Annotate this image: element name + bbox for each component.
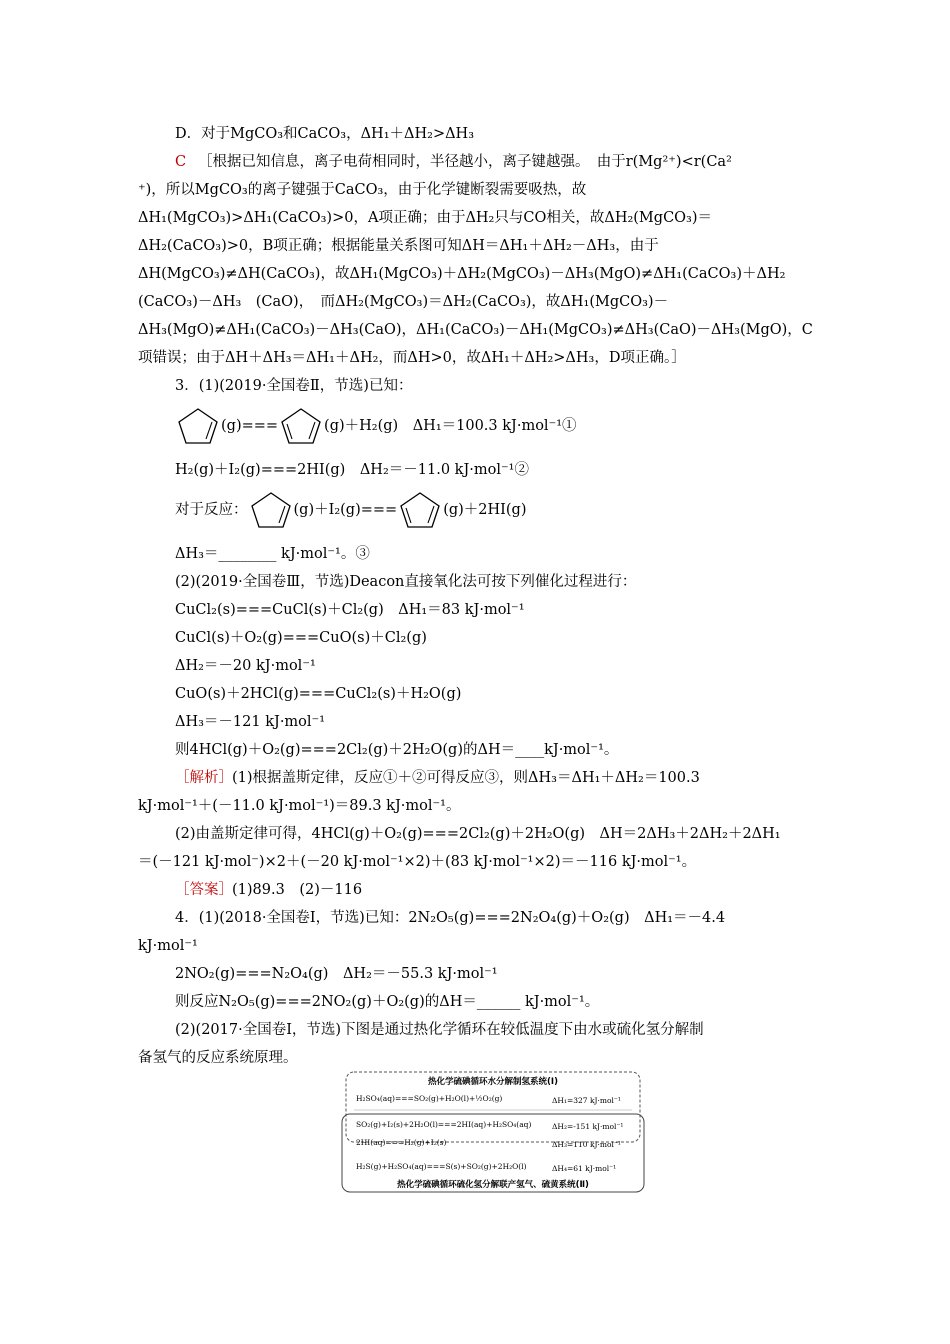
analysis-label: ［解析］ xyxy=(175,770,233,786)
figure-enthalpy: ΔH₄=61 kJ·mol⁻¹ xyxy=(552,1164,617,1173)
equation: 则4HCl(g)＋O₂(g)===2Cl₂(g)＋2H₂O(g)的ΔH＝____kJ·mol⁻¹。 xyxy=(175,742,619,758)
figure-reaction: 2HI(aq)===H₂(g)+I₂(s) xyxy=(356,1138,447,1147)
reaction-system-figure xyxy=(340,1068,646,1196)
cyclopentadiene-icon xyxy=(278,406,324,446)
equation: ΔH₂＝－20 kJ·mol⁻¹ xyxy=(175,658,316,674)
equation: CuO(s)＋2HCl(g)===CuCl₂(s)＋H₂O(g) xyxy=(175,686,462,702)
explanation-line: ［根据已知信息，离子电荷相同时，半径越小，离子键越强。 由于r(Mg²⁺)<r(Ca² xyxy=(198,154,732,170)
explanation-line: 项错误；由于ΔH＋ΔH₃＝ΔH₁＋ΔH₂，而ΔH>0，故ΔH₁＋ΔH₂>ΔH₃，D项正确。］ xyxy=(138,350,686,366)
question-3: 3．(1)(2019·全国卷Ⅱ，节选)已知： xyxy=(175,378,413,394)
answer-label: ［答案］ xyxy=(175,882,233,898)
figure-enthalpy: ΔH₁=327 kJ·mol⁻¹ xyxy=(552,1096,621,1105)
equation: CuCl₂(s)===CuCl(s)＋Cl₂(g) ΔH₁＝83 kJ·mol⁻¹ xyxy=(175,602,525,618)
equation: 2NO₂(g)===N₂O₄(g) ΔH₂＝－55.3 kJ·mol⁻¹ xyxy=(175,966,498,982)
reaction-3: 对于反应： (g)＋I₂(g)=== (g)＋2HI(g) xyxy=(175,488,526,532)
analysis-text: ＝(－121 kJ·mol⁻)×2＋(－20 kJ·mol⁻¹×2)＋(83 kJ·mol⁻¹×2)＝－116 kJ·mol⁻¹。 xyxy=(138,854,697,870)
equation: 则反应N₂O₅(g)===2NO₂(g)＋O₂(g)的ΔH＝______ kJ·mol⁻¹。 xyxy=(175,994,600,1010)
cyclopentadiene-icon xyxy=(397,490,443,530)
analysis-text: kJ·mol⁻¹＋(－11.0 kJ·mol⁻¹)＝89.3 kJ·mol⁻¹。 xyxy=(138,798,461,814)
reaction-1: (g)=== (g)＋H₂(g) ΔH₁＝100.3 kJ·mol⁻¹① xyxy=(175,404,577,448)
analysis-text: (1)根据盖斯定律，反应①＋②可得反应③，则ΔH₃＝ΔH₁＋ΔH₂＝100.3 xyxy=(232,770,700,786)
figure-reaction: SO₂(g)+I₂(s)+2H₂O(l)===2HI(aq)+H₂SO₄(aq) xyxy=(356,1120,532,1129)
figure-reaction: H₂SO₄(aq)===SO₂(g)+H₂O(l)+½O₂(g) xyxy=(356,1094,503,1103)
explanation-line: ΔH₂(CaCO₃)>0，B项正确；根据能量关系图可知ΔH＝ΔH₁＋ΔH₂－ΔH₃，由于 xyxy=(138,238,659,254)
figure-enthalpy: ΔH₂=-151 kJ·mol⁻¹ xyxy=(552,1122,624,1131)
blank-line: ΔH₃＝________ kJ·mol⁻¹。③ xyxy=(175,546,370,562)
option-d: D．对于MgCO₃和CaCO₃，ΔH₁＋ΔH₂>ΔH₃ xyxy=(175,126,475,142)
explanation-line: ΔH₃(MgO)≠ΔH₁(CaCO₃)－ΔH₃(CaO)，ΔH₁(CaCO₃)－ΔH₁(MgCO₃)≠ΔH₃(CaO)－ΔH₃(MgO)，C xyxy=(138,322,813,338)
equation: CuCl(s)＋O₂(g)===CuO(s)＋Cl₂(g) xyxy=(175,630,427,646)
cyclopentene-icon xyxy=(175,406,221,446)
question-4: 4．(1)(2018·全国卷Ⅰ，节选)已知：2N₂O₅(g)===2N₂O₄(g)＋O₂(g) ΔH₁＝－4.4 xyxy=(175,910,726,926)
question-3-2: (2)(2019·全国卷Ⅲ，节选)Deacon直接氧化法可按下列催化过程进行： xyxy=(175,574,637,590)
figure-enthalpy: ΔH₃=110 kJ·mol⁻¹ xyxy=(552,1140,621,1149)
answer-text: (1)89.3 (2)－116 xyxy=(232,882,363,898)
question-4-2: (2)(2017·全国卷Ⅰ，节选)下图是通过热化学循环在较低温度下由水或硫化氢分解制 xyxy=(175,1022,704,1038)
reaction-2: H₂(g)＋I₂(g)===2HI(g) ΔH₂＝－11.0 kJ·mol⁻¹② xyxy=(175,462,529,478)
question-4-unit: kJ·mol⁻¹ xyxy=(138,938,198,954)
figure-reaction: H₂S(g)+H₂SO₄(aq)===S(s)+SO₂(g)+2H₂O(l) xyxy=(356,1162,527,1171)
figure-title-top: 热化学硫碘循环水分解制氢系统(Ⅰ) xyxy=(428,1077,558,1087)
explanation-line: ΔH₁(MgCO₃)>ΔH₁(CaCO₃)>0，A项正确；由于ΔH₂只与CO相关，故ΔH₂(MgCO₃)＝ xyxy=(138,210,713,226)
explanation-line: ΔH(MgCO₃)≠ΔH(CaCO₃)，故ΔH₁(MgCO₃)＋ΔH₂(MgCO₃)－ΔH₃(MgO)≠ΔH₁(CaCO₃)＋ΔH₂ xyxy=(138,266,786,282)
explanation-line: (CaCO₃)－ΔH₃ (CaO)， 而ΔH₂(MgCO₃)＝ΔH₂(CaCO₃)，故ΔH₁(MgCO₃)－ xyxy=(138,294,669,310)
cyclopentene-icon xyxy=(248,490,294,530)
explanation-line: ⁺)，所以MgCO₃的离子键强于CaCO₃，由于化学键断裂需要吸热，故 xyxy=(138,182,587,198)
analysis-text: (2)由盖斯定律可得，4HCl(g)＋O₂(g)===2Cl₂(g)＋2H₂O(g) ΔH＝2ΔH₃＋2ΔH₂＋2ΔH₁ xyxy=(175,826,781,842)
equation: ΔH₃＝－121 kJ·mol⁻¹ xyxy=(175,714,326,730)
question-4-2-cont: 备氢气的反应系统原理。 xyxy=(138,1050,298,1066)
answer-letter: C xyxy=(175,154,187,170)
figure-frames xyxy=(340,1068,646,1196)
figure-title-bottom: 热化学硫碘循环硫化氢分解联产氢气、硫黄系统(Ⅱ) xyxy=(397,1180,589,1190)
